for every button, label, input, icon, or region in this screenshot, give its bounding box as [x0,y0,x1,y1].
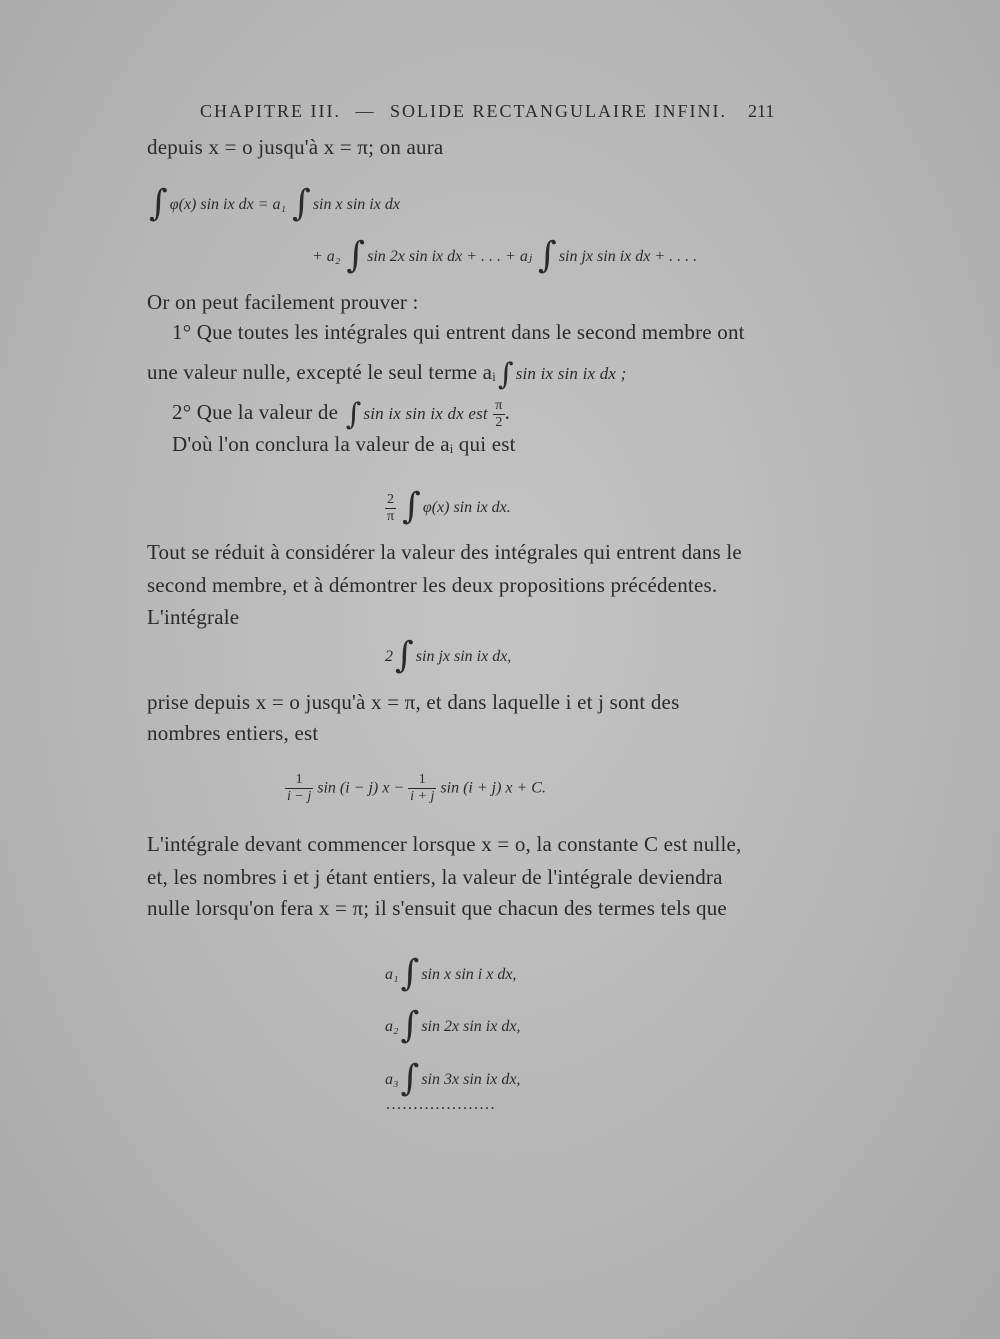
text-line-6: D'où l'on conclura la valeur de aᵢ qui est [172,432,516,456]
term-a1 [385,950,517,994]
integral-sign: ∫ [346,235,366,276]
text-line-4 [147,355,627,392]
eq4-integrand: sin jx sin ix dx, [415,648,512,665]
equation-1 [147,180,400,224]
chapter-label: CHAPITRE III. [200,101,341,121]
running-header [200,101,727,122]
equation-4 [385,632,512,676]
integral-sign: ∫ [400,953,420,994]
line5-text: 2° Que la valeur de [172,400,339,424]
integral-sign: ∫ [149,183,168,224]
text-line-14: nulle lorsqu'on fera x = π; il s'ensuit que chacun des termes tels que [147,896,727,920]
page-number: 211 [748,101,775,121]
text-line-3: 1° Que toutes les intégrales qui entrent dans le second membre ont [172,320,745,344]
line4-integrand: sin ix sin ix dx ; [515,364,627,383]
text-line-9: L'intégrale [147,605,240,629]
equation-3 [385,483,511,525]
equation-5 [285,772,546,805]
eq2-a: + a₂ [312,248,341,265]
eq2-b: sin 2x sin ix dx + . . . + aⱼ [367,248,533,265]
line4-text: une valeur nulle, excepté le seul terme aᵢ [147,360,496,384]
header-dash: — [355,101,376,121]
integral-sign: ∫ [395,635,414,676]
integral-sign: ∫ [538,235,557,276]
line5-integrand: sin ix sin ix dx est [363,404,488,423]
equation-2 [312,232,698,276]
text-line-2: Or on peut facilement prouver : [147,290,419,314]
integral-sign: ∫ [400,1058,420,1099]
term-a2-coef: a₂ [385,1018,399,1035]
integral-sign: ∫ [345,397,362,432]
text-line-1: depuis x = o jusqu'à x = π; on aura [147,135,444,159]
fraction-1-over-i-plus-j: $\frac{1}{i + j}$ [410,772,435,805]
eq5-middle: sin (i − j) x − [317,779,405,797]
integral-sign: ∫ [402,486,421,527]
text-line-5: 2° Que la valeur de ∫ sin ix sin ix dx est $\frac{\pi}{2}$ . [172,397,511,432]
eq1-left: φ(x) sin ix dx = a₁ [169,196,287,213]
fraction-2-over-pi: $\frac{2}{\pi}$ [387,491,395,524]
eq1-right: sin x sin ix dx [312,196,400,213]
text-line-8: second membre, et à démontrer les deux propositions précédentes. [147,573,718,597]
eq5-end: sin (i + j) x + C. [440,779,546,797]
fraction-1-over-i-minus-j: $\frac{1}{i - j}$ [287,772,312,805]
term-a2 [385,1002,521,1046]
eq2-c: sin jx sin ix dx + . . . . [558,248,698,265]
term-a3-integrand: sin 3x sin ix dx, [421,1071,521,1088]
ellipsis-row: .................... [386,1096,496,1113]
term-a1-coef: a₁ [385,966,399,983]
text-line-7: Tout se réduit à considérer la valeur des intégrales qui entrent dans le [147,540,742,564]
term-a1-integrand: sin x sin i x dx, [421,966,517,983]
integral-sign: ∫ [400,1005,420,1046]
eq4-coef: 2 [385,648,393,665]
chapter-title: SOLIDE RECTANGULAIRE INFINI. [390,101,728,121]
term-a2-integrand: sin 2x sin ix dx, [421,1018,521,1035]
term-a3-coef: a₃ [385,1071,399,1088]
eq3-integrand: φ(x) sin ix dx. [422,499,511,516]
text-line-11: nombres entiers, est [147,721,319,745]
integral-sign: ∫ [292,183,311,224]
integral-sign: ∫ [497,357,514,392]
text-line-13: et, les nombres i et j étant entiers, la valeur de l'intégrale deviendra [147,865,723,889]
term-a3 [385,1055,521,1099]
text-line-10: prise depuis x = o jusqu'à x = π, et dans laquelle i et j sont des [147,690,680,714]
text-line-12: L'intégrale devant commencer lorsque x = o, la constante C est nulle, [147,832,742,856]
fraction-pi-over-2: $\frac{\pi}{2}$ [495,397,503,430]
